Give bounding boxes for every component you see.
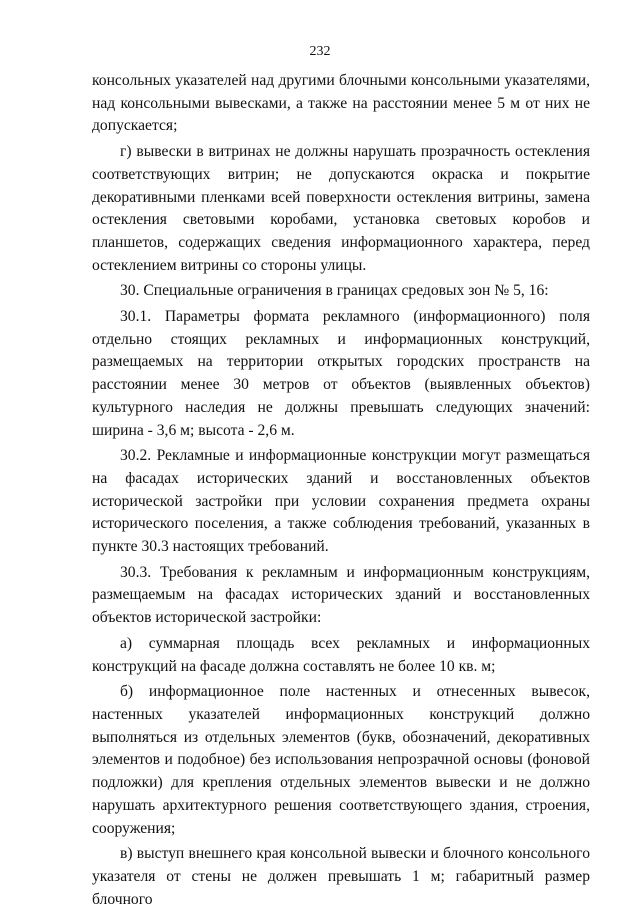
paragraph-section-30: 30. Специальные ограничения в границах средовых зон № 5, 16:	[120, 282, 549, 300]
paragraph-30-3: 30.3. Требования к рекламным и информационным конструкциям, размещаемым на фасадах исторических зданий и восстановленных объектов исторической застройки:	[92, 563, 590, 627]
paragraph-continuation: консольных указателей над другими блочными консольными указателями, над консольными вывесками, а также на расстоянии менее 5 м от них не допускается;	[92, 72, 590, 135]
paragraph-item-a: а) суммарная площадь всех рекламных и информационных конструкций на фасаде должна составлять не более 10 кв. м;	[92, 634, 590, 675]
page-number: 232	[309, 44, 331, 59]
paragraph-item-b: б) информационное поле настенных и отнесенных вывесок, настенных указателей информационных конструкций должно выполняться из отдельных элементов (букв, обозначений, декоративных элементов и подобное) без использования непрозрачной основы (фоновой подложки) для крепления отдельных элементов вывески и не должно нарушать архитектурного решения соответствующего здания, строения, сооружения;	[92, 683, 590, 837]
paragraph-item-v: в) выступ внешнего края консольной вывески и блочного консольного указателя от стены не должен превышать 1 м; габаритный размер блочного	[92, 845, 590, 908]
paragraph-item-g: г) вывески в витринах не должны нарушать прозрачность остекления соответствующих витрин; не допускаются окраска и покрытие декоративными пленками всей поверхности остекления витрины, замена остекления световыми коробами, установка световых коробов и планшетов, содержащих сведения информационного характера, перед остеклением витрины со стороны улицы.	[92, 143, 590, 274]
paragraph-30-1: 30.1. Параметры формата рекламного (информационного) поля отдельно стоящих рекламных и информационных конструкций, размещаемых на территории открытых городских пространств на расстоянии менее 30 метров от объектов (выявленных объектов) культурного наследия не должны превышать следующих значений: ширина - 3,6 м; высота - 2,6 м.	[92, 308, 590, 439]
paragraph-30-2: 30.2. Рекламные и информационные конструкции могут размещаться на фасадах исторических зданий и восстановленных объектов исторической застройки при условии сохранения предмета охраны исторического поселения, а также соблюдения требований, указанных в пункте 30.3 настоящих требований.	[92, 447, 590, 556]
document-body	[92, 70, 590, 914]
